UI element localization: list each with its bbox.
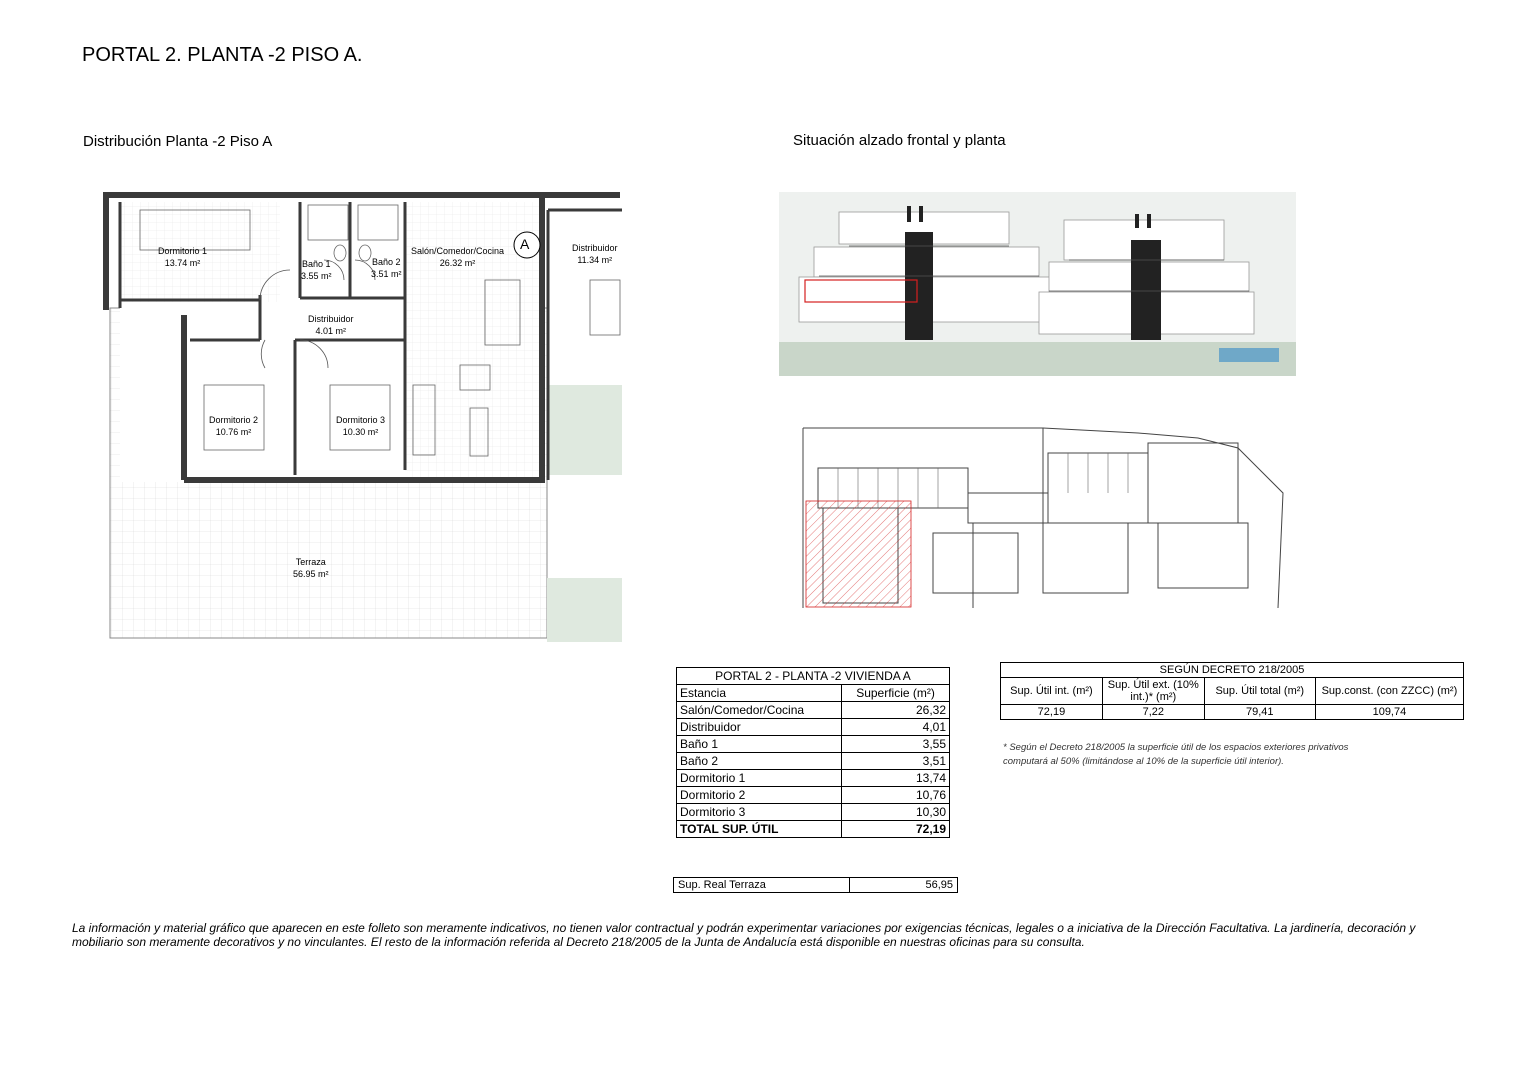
table-row (677, 770, 950, 787)
col-superficie: Superficie (m²) (842, 685, 950, 702)
room-dormitorio-1: Dormitorio 1 13.74 m² (158, 246, 208, 268)
room-distribuidor: Distribuidor 4.01 m² (308, 314, 354, 336)
room-name: Salón/Comedor/Cocina (677, 702, 842, 719)
site-plan-drawing (778, 423, 1298, 611)
decree-header: Sup. Útil ext. (10% int.)* (m²) (1102, 678, 1204, 705)
table-row (677, 753, 950, 770)
decree-value: 72,19 (1001, 705, 1103, 720)
decree-value: 109,74 (1315, 705, 1463, 720)
room-area: 26,32 (842, 702, 950, 719)
table-row (677, 719, 950, 736)
decree-header: Sup.const. (con ZZCC) (m²) (1315, 678, 1463, 705)
room-area: 3,55 (842, 736, 950, 753)
room-name: Dormitorio 3 (677, 804, 842, 821)
col-estancia: Estancia (677, 685, 842, 702)
table-row (677, 804, 950, 821)
decree-value: 7,22 (1102, 705, 1204, 720)
table-row (677, 787, 950, 804)
decree-footnote: * Según el Decreto 218/2005 la superficie útil de los espacios exteriores privativos computará al 50% (limitándose al 10% de la superficie útil interior). (1003, 742, 1349, 767)
room-distribuidor-ext: Distribuidor 11.34 m² (572, 243, 618, 265)
room-name: Dormitorio 1 (677, 770, 842, 787)
location-heading: Situación alzado frontal y planta (793, 132, 1006, 149)
room-dormitorio-2: Dormitorio 2 10.76 m² (209, 415, 259, 437)
terrace-label: Sup. Real Terraza (674, 878, 850, 893)
room-salon: Salón/Comedor/Cocina 26.32 m² (411, 246, 505, 268)
floor-plan-heading: Distribución Planta -2 Piso A (83, 133, 273, 150)
table-row (677, 736, 950, 753)
decree-table (1000, 662, 1464, 720)
page-title: PORTAL 2. PLANTA -2 PISO A. (82, 44, 363, 66)
room-name: Baño 2 (677, 753, 842, 770)
room-area: 13,74 (842, 770, 950, 787)
total-row (677, 821, 950, 838)
area-table-title: PORTAL 2 - PLANTA -2 VIVIENDA A (677, 668, 950, 685)
table-row (677, 702, 950, 719)
decree-header: Sup. Útil total (m²) (1204, 678, 1315, 705)
room-area: 3,51 (842, 753, 950, 770)
room-area: 4,01 (842, 719, 950, 736)
decree-value: 79,41 (1204, 705, 1315, 720)
room-bano-2: Baño 2 3.51 m² (371, 257, 402, 279)
floor-plan (100, 190, 625, 642)
room-name: Baño 1 (677, 736, 842, 753)
highlight-plan (806, 501, 911, 607)
decree-table-title: SEGÚN DECRETO 218/2005 (1001, 663, 1464, 678)
total-value: 72,19 (842, 821, 950, 838)
section-marker: A (520, 236, 530, 252)
room-terraza: Terraza 56.95 m² (293, 557, 329, 579)
site-plan (778, 423, 1298, 611)
terrace-table (673, 877, 958, 893)
room-area: 10,76 (842, 787, 950, 804)
room-bano-1: Baño 1 3.55 m² (301, 259, 332, 281)
room-name: Distribuidor (677, 719, 842, 736)
elevation-drawing (779, 192, 1296, 376)
disclaimer: La información y material gráfico que aparecen en este folleto son meramente indicativos, no tienen valor contractual y podrán experimentar variaciones por exigencias técnicas, legales o a iniciativa de la Dirección Facultativa. La jardinería, decoración y mobiliario son meramente decorativos y no vinculantes. El resto de la información referida al Decreto 218/2005 de la Junta de Andalucía está disponible en nuestras oficinas para su consulta. (72, 921, 1416, 949)
area-table (676, 667, 950, 838)
terrace-value: 56,95 (850, 878, 958, 893)
room-area: 10,30 (842, 804, 950, 821)
room-name: Dormitorio 2 (677, 787, 842, 804)
front-elevation (779, 192, 1296, 376)
decree-header: Sup. Útil int. (m²) (1001, 678, 1103, 705)
total-label: TOTAL SUP. ÚTIL (677, 821, 842, 838)
room-dormitorio-3: Dormitorio 3 10.30 m² (336, 415, 386, 437)
